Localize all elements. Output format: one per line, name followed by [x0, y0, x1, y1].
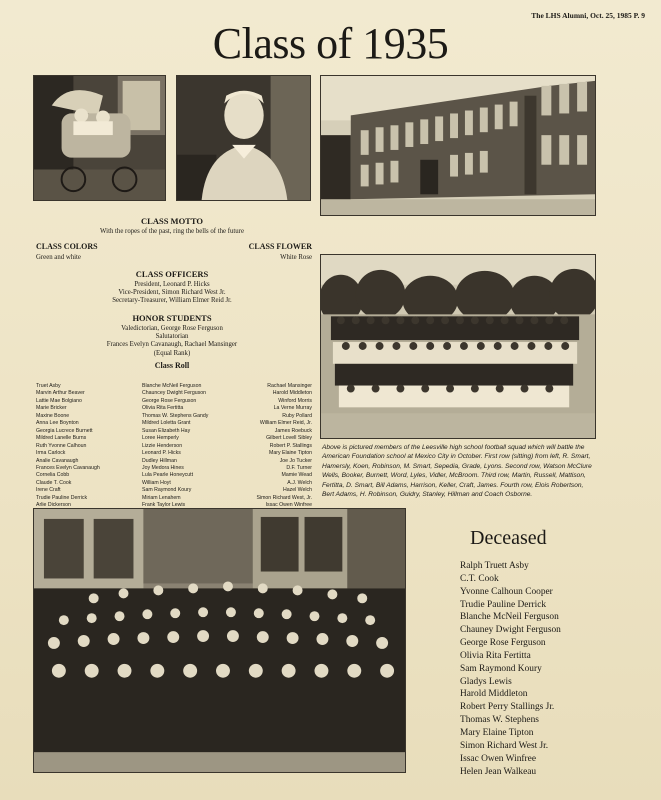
motto-text: With the ropes of the past, ring the bells of the future	[100, 228, 244, 235]
roll-name: Mamie Wead	[281, 472, 312, 479]
roll-name: Marvin Arthur Beaver	[36, 390, 85, 397]
deceased-name: Yvonne Calhoun Cooper	[460, 586, 553, 597]
roll-name: Georgia Lucrece Burnett	[36, 427, 93, 434]
roll-name: Sam Raymond Koury	[142, 487, 192, 494]
deceased-name: Olivia Rita Fertitta	[460, 650, 531, 661]
deceased-name: Chauney Dwight Ferguson	[460, 625, 561, 636]
roll-name: George Rose Ferguson	[142, 397, 197, 404]
school-building-photo	[320, 75, 596, 216]
deceased-name: Sam Raymond Koury	[460, 663, 542, 674]
roll-name: D.F. Turner	[286, 464, 312, 471]
roll-name: Frances Evelyn Cavanaugh	[36, 464, 100, 471]
honor-line: Valedictorian, George Rose Ferguson	[121, 325, 223, 332]
roll-name: Susan Elizabeth Hay	[142, 427, 191, 434]
football-team-photo	[320, 254, 596, 439]
roll-name: Frank Taylor Lewis	[142, 502, 186, 509]
honor-line: Salutatorian	[155, 333, 189, 341]
roll-name: Ruby Pollard	[282, 412, 312, 419]
colors-heading: CLASS COLORS	[36, 242, 98, 251]
roll-name: Rachael Mansinger	[267, 383, 312, 389]
graduating-class-photo	[33, 508, 406, 773]
roll-name: Mildred Lanelle Burns	[36, 435, 87, 442]
roll-name: Simon Richard West, Jr.	[256, 494, 312, 501]
roll-name: Leonard P. Hicks	[142, 450, 181, 457]
roll-column-2	[142, 383, 208, 517]
deceased-name: Thomas W. Stephens	[460, 715, 539, 726]
roll-name: Blanche McNeil Ferguson	[142, 383, 202, 389]
baby-carriage-photo	[33, 75, 166, 201]
roll-name: A.J. Welch	[287, 479, 312, 486]
roll-name: Irene Craft	[36, 487, 61, 494]
roll-name: Joe Jo Tucker	[279, 457, 312, 464]
roll-name: Dudley Hillman	[142, 457, 177, 464]
roll-name: Marie Bricker	[36, 405, 67, 412]
roll-name: Issac Owen Winfree	[265, 502, 312, 509]
honor-heading: HONOR STUDENTS	[132, 313, 212, 323]
roll-name: Truet Asby	[36, 383, 61, 389]
roll-name: Maxine Boone	[36, 412, 70, 419]
roll-name: Olivia Rita Fertitta	[142, 405, 184, 412]
roll-name: Miriam Lenahem	[142, 494, 181, 501]
roll-name: Loree Hemperly	[142, 435, 179, 442]
roll-heading: Class Roll	[154, 361, 190, 370]
deceased-name: Helen Jean Walkeau	[460, 766, 537, 777]
flower-text: White Rose	[280, 254, 312, 261]
roll-name: Cornelia Cobb	[36, 472, 70, 479]
deceased-list	[460, 560, 561, 778]
roll-name: Gilbert Lovell Sibley	[266, 435, 312, 442]
roll-column-3	[244, 383, 312, 517]
colors-text: Green and white	[36, 254, 81, 261]
roll-name: Robert P. Stallings	[269, 442, 312, 449]
honor-line: Frances Evelyn Cavanaugh, Rachael Mansinger	[106, 341, 238, 349]
deceased-name: Simon Richard West Jr.	[460, 740, 549, 751]
officers-heading: CLASS OFFICERS	[135, 269, 209, 279]
deceased-name: C.T. Cook	[460, 573, 499, 584]
roll-name: Hazel Welch	[282, 487, 312, 494]
roll-name: Mary Elaine Tipton	[269, 450, 312, 457]
roll-name: Anna Lee Boynton	[36, 420, 79, 427]
deceased-name: Robert Perry Stallings Jr.	[460, 702, 555, 713]
roll-name: William Hoyt	[142, 479, 171, 486]
roll-name: Lizzie Henderson	[142, 442, 183, 449]
running-head: The LHS Alumni, Oct. 25, 1985 P. 9	[531, 11, 645, 20]
flower-heading: CLASS FLOWER	[248, 242, 312, 251]
officer-vice-president: Vice-President, Simon Richard West Jr.	[118, 289, 226, 297]
roll-column-1	[36, 383, 100, 517]
honor-list	[33, 325, 311, 358]
deceased-name: Ralph Truett Asby	[460, 561, 529, 571]
roll-name: Trudie Pauline Derrick	[36, 494, 88, 501]
roll-name: James Roebuck	[274, 427, 312, 434]
roll-name: William Elmer Reid, Jr.	[259, 420, 312, 427]
roll-name: Mildred Loletta Grant	[142, 420, 191, 427]
roll-name: Lula Pearle Honeycutt	[142, 472, 194, 479]
deceased-name: Blanche McNeil Ferguson	[460, 612, 559, 623]
roll-name: Lattie Mae Bolgiano	[36, 397, 82, 404]
deceased-name: Gladys Lewis	[460, 676, 512, 687]
officers-list	[33, 281, 311, 306]
honor-line: (Equal Rank)	[153, 349, 191, 357]
roll-name: Arlie Dickerson	[36, 502, 71, 509]
boy-portrait-photo	[176, 75, 311, 201]
roll-name: Joy Medora Hines	[142, 464, 184, 471]
deceased-name: Issac Owen Winfree	[460, 753, 536, 764]
deceased-name: George Rose Ferguson	[460, 638, 546, 649]
roll-name: La Verne Murray	[273, 405, 312, 412]
officer-president: President, Leonard P. Hicks	[134, 281, 210, 288]
roll-name: Ruth Yvonne Calhoun	[36, 442, 87, 449]
officer-secretary: Secretary-Treasurer, William Elmer Reid Jr.	[112, 297, 232, 305]
motto-heading: CLASS MOTTO	[141, 216, 203, 226]
deceased-name: Mary Elaine Tipton	[460, 727, 534, 738]
roll-name: Analie Cavanaugh	[36, 457, 79, 464]
deceased-name: Trudie Pauline Derrick	[460, 599, 547, 610]
deceased-heading: Deceased	[470, 527, 547, 549]
deceased-name: Harold Middleton	[460, 689, 528, 700]
roll-name: Chauncey Dwight Ferguson	[142, 390, 207, 397]
roll-name: Harold Middleton	[272, 390, 312, 397]
roll-name: Thomas W. Stephens Gandy	[142, 412, 209, 419]
page-title: Class of 1935	[212, 19, 449, 68]
football-photo-caption: Above is pictured members of the Leesville high school football squad which will battle the American Foundation school at Mexico City in October. First row (sitting) from left, R. Smart, Hamersly, Koen, Robinson, M. Smart, Sepedia, Grade, Lyons. Second row, Watson McClure Wells, Booker, Burnett, Word, Lyles, Vidler, McBroom. Third row, Martin, Russell, Mattison, Fertitta, D. Smart, Bill Adams, Harrison, Keller, Craft, James. Fourth row, Elois Robertson, Bert Adams, H. Robinson, Guidry, Stanley, Hillman and Coach Osborne.	[322, 444, 592, 499]
roll-name: Winford Morris	[278, 397, 312, 404]
roll-name: Irma Carlock	[36, 450, 66, 457]
roll-name: Claude T. Cook	[36, 479, 72, 486]
